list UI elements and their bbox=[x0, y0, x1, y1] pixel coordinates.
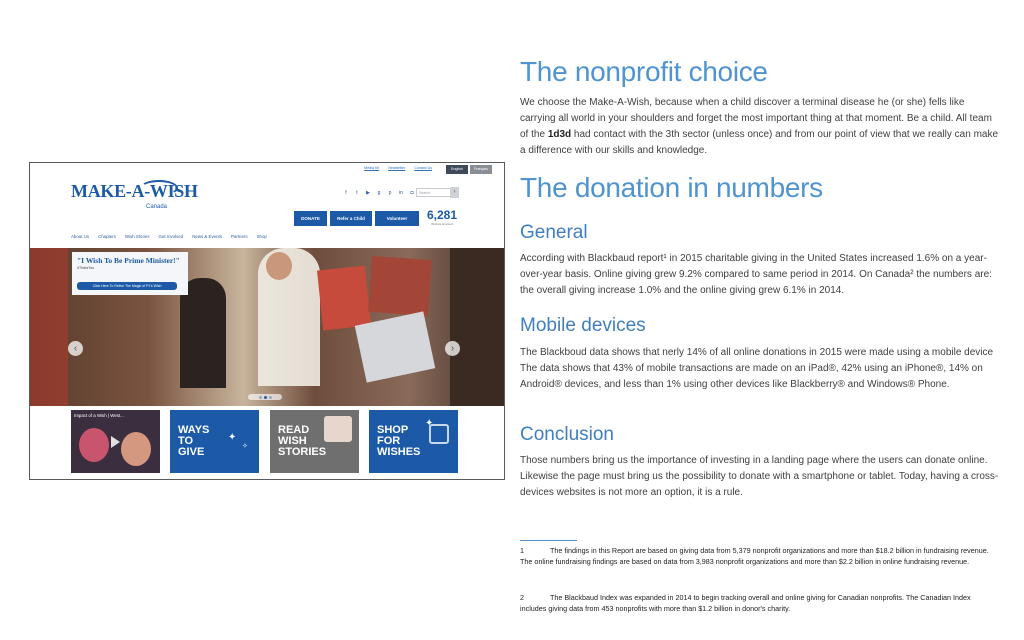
flag-shape bbox=[30, 248, 68, 406]
person-face bbox=[266, 252, 292, 280]
footnote-number: 2 bbox=[520, 593, 524, 602]
heading-nonprofit-choice: The nonprofit choice bbox=[520, 56, 768, 87]
contact-link[interactable]: Contact Us bbox=[414, 166, 432, 170]
website-screenshot bbox=[29, 162, 505, 480]
main-nav bbox=[71, 234, 267, 239]
twitter-icon[interactable]: t bbox=[356, 190, 358, 196]
shop-for-wishes-label: SHOP FOR WISHES bbox=[377, 424, 421, 458]
photo-thumbnail bbox=[324, 416, 352, 442]
heading-donation-numbers: The donation in numbers bbox=[520, 172, 823, 203]
search-input[interactable]: Search bbox=[416, 188, 458, 197]
nav-chapters[interactable]: Chapters bbox=[98, 234, 116, 239]
footnote-2 bbox=[520, 592, 990, 614]
instagram-icon[interactable]: ◘ bbox=[410, 190, 414, 196]
logo-swoosh-icon bbox=[140, 180, 178, 196]
make-a-wish-logo[interactable]: MAKE-A-WISH bbox=[71, 181, 198, 201]
photo-card bbox=[317, 266, 371, 331]
footnote-text: The Blackbaud Index was expanded in 2014 to begin tracking overall and online giving for Canadian nonprofits. The Canadian Index includes giving data from 453 nonprofits with more than $1.2 billion in donor's charity. bbox=[520, 593, 971, 613]
youtube-icon[interactable]: ▶ bbox=[366, 190, 370, 196]
nav-wish-stories[interactable]: Wish Stories bbox=[124, 234, 150, 239]
hero-cta-button[interactable]: Click Here To Relive The Magic of PJ's Wish bbox=[77, 282, 177, 290]
nav-shop[interactable]: Shop bbox=[256, 234, 267, 239]
paragraph-mobile: The Blackboud data shows that nerly 14% of all online donations in 2015 were made using a mobile device The data shows that 43% of mobile transactions are made on an iPad®, 42% using an iPhone®, 14% on Android® devices, and less than 1% using other devices like Blackberry® and Windows® Phone. bbox=[520, 347, 994, 390]
paragraph-conclusion: Those numbers bring us the importance of investing in a landing page where the users can donate online. Likewise the page must bring us the possibility to donate with a smartphone or tablet. Today, having a cross-devices websites is not more an option, it is a rule. bbox=[520, 455, 999, 498]
utility-links bbox=[364, 166, 432, 170]
volunteer-button[interactable]: Volunteer bbox=[375, 211, 419, 226]
linkedin-icon[interactable]: in bbox=[399, 190, 403, 196]
paragraph-nonprofit-part2: had contact with the 3th sector (unless once) and from our point of view that we really can make a difference with our skills and knowledge. bbox=[520, 129, 999, 156]
heading-conclusion: Conclusion bbox=[520, 424, 614, 445]
logo-subtitle: Canada bbox=[146, 204, 168, 210]
video-caption: Impact of a Wish | West... bbox=[74, 413, 124, 418]
sparkle-icon: ✦ bbox=[228, 432, 237, 443]
french-toggle[interactable]: Français bbox=[470, 165, 492, 174]
ways-to-give-tile[interactable] bbox=[170, 410, 259, 473]
wish-counter bbox=[422, 209, 462, 228]
read-wish-stories-label: READ WISH STORIES bbox=[278, 424, 327, 458]
video-tile[interactable] bbox=[71, 410, 160, 473]
wish-counter-value: 6,281 bbox=[426, 208, 458, 222]
nav-news-events[interactable]: News & Events bbox=[192, 234, 222, 239]
search-icon[interactable]: › bbox=[450, 187, 459, 198]
nav-partners[interactable]: Partners bbox=[230, 234, 248, 239]
carousel-dots[interactable] bbox=[248, 394, 282, 400]
paragraph-general: According with Blackbaud report¹ in 2015 charitable giving in the United States increased 1.6% on a year-over-year basis. Online giving grew 9.2% compared to same period in 2014. On Canada² the numbers are: the overall giving increase 1.0% and the online giving grew 6.1% in 2014. bbox=[520, 253, 992, 296]
heading-mobile-devices: Mobile devices bbox=[520, 315, 646, 336]
media-kit-link[interactable]: Media Kit bbox=[364, 166, 380, 170]
carousel-dot[interactable] bbox=[259, 396, 262, 399]
heading-general: General bbox=[520, 222, 588, 243]
hero-carousel bbox=[30, 248, 504, 406]
hero-caption-card bbox=[72, 252, 188, 295]
read-wish-stories-tile[interactable] bbox=[270, 410, 359, 473]
paragraph-nonprofit-part1: We choose the Make-A-Wish, because when a child discover a terminal disease he (or she) fells like carrying all world in your shoulders and forget the most important thing at that moment. Be a child. All team of the bbox=[520, 97, 992, 140]
utility-bar bbox=[30, 163, 504, 175]
refer-child-button[interactable]: Refer a Child bbox=[330, 211, 372, 226]
sparkle-icon: ✧ bbox=[242, 443, 248, 450]
ways-to-give-label: WAYS TO GIVE bbox=[178, 424, 210, 458]
nav-about[interactable]: About Us bbox=[71, 234, 90, 239]
shop-for-wishes-tile[interactable] bbox=[369, 410, 458, 473]
footnote-1 bbox=[520, 545, 990, 567]
video-thumbnail-face bbox=[121, 432, 151, 466]
carousel-next-icon[interactable]: › bbox=[445, 341, 460, 356]
carousel-dot[interactable] bbox=[269, 396, 272, 399]
team-name: 1d3d bbox=[547, 129, 572, 140]
paragraph-nonprofit bbox=[520, 95, 1000, 159]
play-icon[interactable] bbox=[111, 436, 120, 448]
footnote-text: The findings in this Report are based on giving data from 5,379 nonprofit organizations and more than $18.2 billion in fundraising revenue. The online fundraising findings are based on data from 3,983 nonprofit organizations and more than $2.2 billion in online fundraising revenue. bbox=[520, 546, 989, 566]
social-icons bbox=[343, 190, 415, 196]
donate-button[interactable]: DONATE bbox=[294, 211, 327, 226]
photo-card bbox=[368, 256, 432, 316]
english-toggle[interactable]: English bbox=[446, 165, 468, 174]
hero-hashtag: #ThisIsYou bbox=[77, 266, 95, 270]
carousel-dot[interactable] bbox=[264, 396, 267, 399]
hero-title: "I Wish To Be Prime Minister!" bbox=[77, 256, 180, 265]
newsletter-link[interactable]: Newsletter bbox=[388, 166, 406, 170]
footnote-number: 1 bbox=[520, 546, 524, 555]
google-plus-icon[interactable]: g bbox=[377, 190, 381, 196]
pinterest-icon[interactable]: p bbox=[388, 190, 392, 196]
carousel-prev-icon[interactable]: ‹ bbox=[68, 341, 83, 356]
sparkle-icon: ✦ bbox=[425, 418, 434, 429]
person-silhouette bbox=[450, 248, 504, 406]
wish-counter-label: Wishes Granted bbox=[431, 222, 453, 226]
footnote-divider bbox=[520, 540, 577, 541]
nav-get-involved[interactable]: Get Involved bbox=[158, 234, 184, 239]
video-thumbnail-face bbox=[79, 428, 109, 462]
facebook-icon[interactable]: f bbox=[345, 190, 347, 196]
